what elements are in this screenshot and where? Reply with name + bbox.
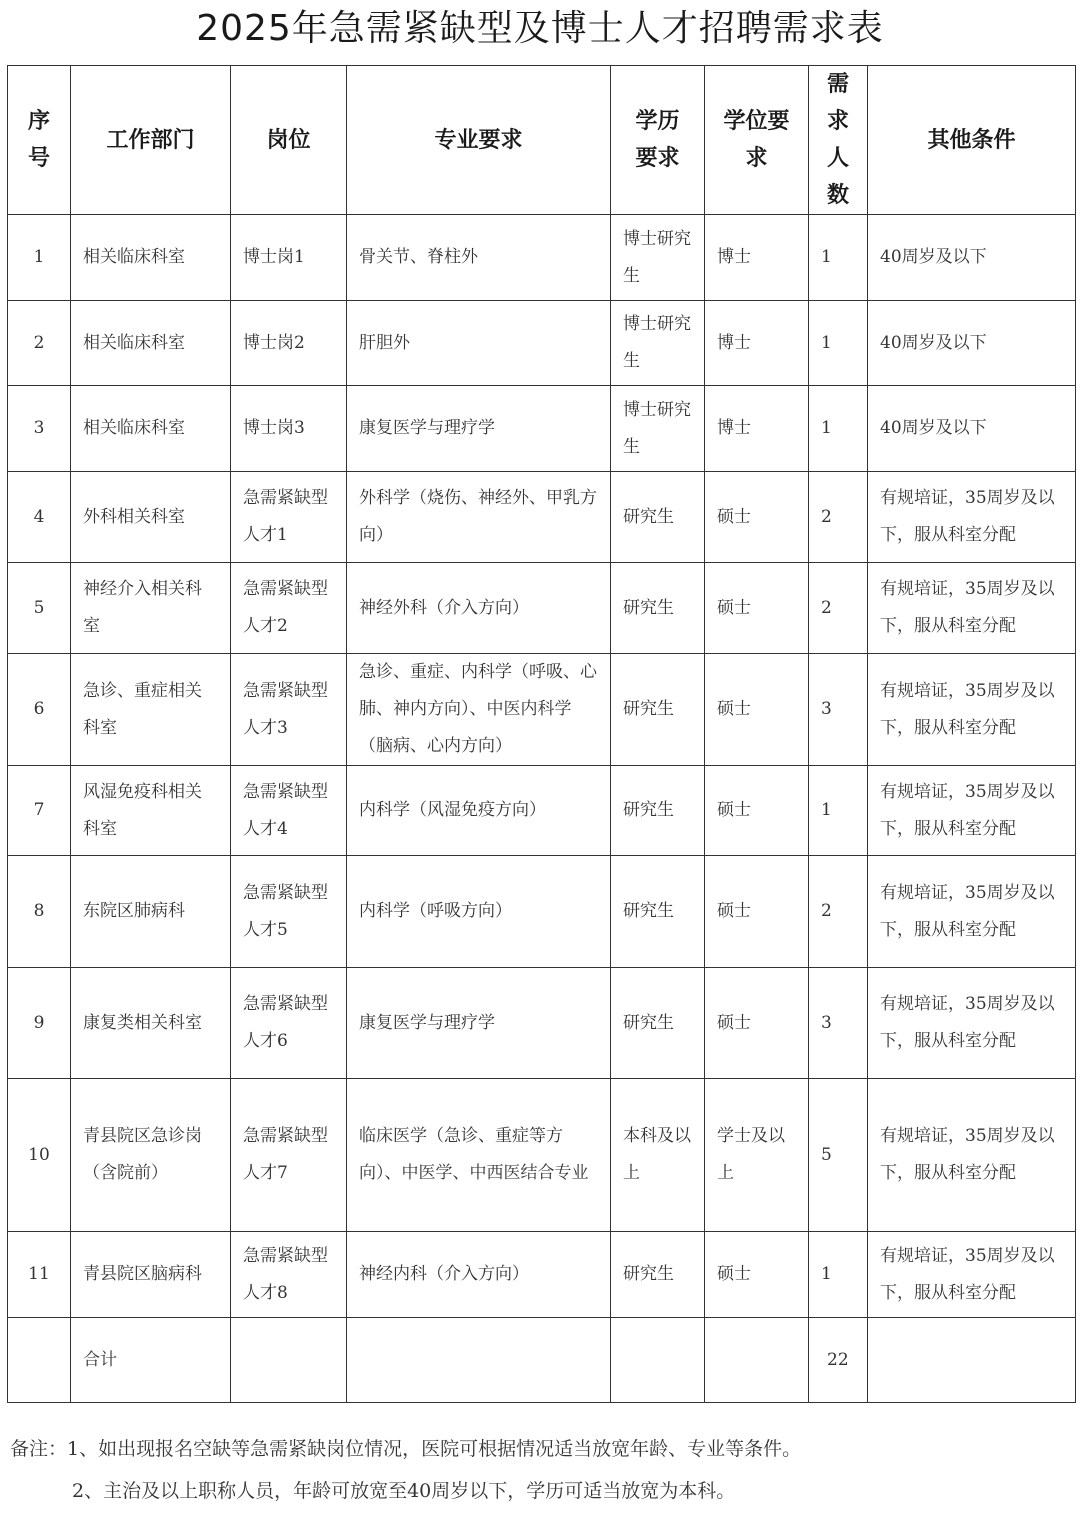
- cell-position: 博士岗1: [231, 215, 347, 301]
- table-row: [8, 856, 1076, 968]
- cell-seq: 1: [8, 215, 71, 301]
- cell-seq: 11: [8, 1232, 71, 1318]
- cell-count: 3: [809, 654, 868, 766]
- cell-degree: 硕士: [705, 856, 809, 968]
- cell-major: 神经内科（介入方向）: [347, 1232, 611, 1318]
- cell-empty: [231, 1318, 347, 1403]
- cell-department: 相关临床科室: [71, 215, 231, 301]
- table-row: [8, 968, 1076, 1079]
- table-row: [8, 301, 1076, 386]
- cell-other: 40周岁及以下: [868, 301, 1076, 386]
- cell-major: 神经外科（介入方向）: [347, 563, 611, 654]
- cell-empty: [611, 1318, 705, 1403]
- cell-position: 急需紧缺型人才8: [231, 1232, 347, 1318]
- cell-major: 肝胆外: [347, 301, 611, 386]
- cell-education: 本科及以上: [611, 1079, 705, 1232]
- cell-degree: 学士及以上: [705, 1079, 809, 1232]
- cell-position: 急需紧缺型人才3: [231, 654, 347, 766]
- cell-department: 相关临床科室: [71, 386, 231, 472]
- cell-degree: 硕士: [705, 968, 809, 1079]
- cell-department: 相关临床科室: [71, 301, 231, 386]
- cell-seq-empty: [8, 1318, 71, 1403]
- header-degree: 学位要求: [705, 66, 809, 215]
- header-major: 专业要求: [347, 66, 611, 215]
- cell-major: 内科学（风湿免疫方向）: [347, 766, 611, 856]
- cell-education: 研究生: [611, 472, 705, 563]
- cell-degree: 硕士: [705, 1232, 809, 1318]
- cell-degree: 博士: [705, 301, 809, 386]
- header-education: 学历要求: [611, 66, 705, 215]
- cell-other: 有规培证，35周岁及以下，服从科室分配: [868, 968, 1076, 1079]
- cell-count: 2: [809, 472, 868, 563]
- cell-department: 青县院区脑病科: [71, 1232, 231, 1318]
- cell-count: 1: [809, 215, 868, 301]
- cell-other: 有规培证，35周岁及以下，服从科室分配: [868, 563, 1076, 654]
- cell-department: 外科相关科室: [71, 472, 231, 563]
- cell-other: 有规培证，35周岁及以下，服从科室分配: [868, 856, 1076, 968]
- notes-section: [10, 1428, 1070, 1512]
- cell-department: 东院区肺病科: [71, 856, 231, 968]
- cell-position: 急需紧缺型人才7: [231, 1079, 347, 1232]
- cell-position: 博士岗3: [231, 386, 347, 472]
- cell-education: 研究生: [611, 766, 705, 856]
- cell-other: 有规培证，35周岁及以下，服从科室分配: [868, 654, 1076, 766]
- table-row: [8, 766, 1076, 856]
- page-title: 2025年急需紧缺型及博士人才招聘需求表: [196, 8, 884, 49]
- cell-empty: [705, 1318, 809, 1403]
- cell-seq: 10: [8, 1079, 71, 1232]
- cell-degree: 博士: [705, 215, 809, 301]
- cell-seq: 5: [8, 563, 71, 654]
- cell-degree: 硕士: [705, 563, 809, 654]
- cell-empty: [868, 1318, 1076, 1403]
- cell-count: 1: [809, 1232, 868, 1318]
- cell-education: 研究生: [611, 563, 705, 654]
- table-row: [8, 386, 1076, 472]
- cell-major: 内科学（呼吸方向）: [347, 856, 611, 968]
- table-row: [8, 563, 1076, 654]
- cell-major: 骨关节、脊柱外: [347, 215, 611, 301]
- cell-degree: 硕士: [705, 654, 809, 766]
- cell-degree: 硕士: [705, 472, 809, 563]
- cell-education: 研究生: [611, 968, 705, 1079]
- cell-position: 博士岗2: [231, 301, 347, 386]
- cell-education: 研究生: [611, 1232, 705, 1318]
- cell-position: 急需紧缺型人才5: [231, 856, 347, 968]
- table-row: [8, 472, 1076, 563]
- cell-other: 有规培证，35周岁及以下，服从科室分配: [868, 472, 1076, 563]
- header-department: 工作部门: [71, 66, 231, 215]
- cell-major: 外科学（烧伤、神经外、甲乳方向）: [347, 472, 611, 563]
- cell-other: 有规培证，35周岁及以下，服从科室分配: [868, 766, 1076, 856]
- header-count: 需求人数: [809, 66, 868, 215]
- cell-position: 急需紧缺型人才2: [231, 563, 347, 654]
- cell-seq: 7: [8, 766, 71, 856]
- cell-degree: 博士: [705, 386, 809, 472]
- cell-position: 急需紧缺型人才4: [231, 766, 347, 856]
- cell-education: 研究生: [611, 654, 705, 766]
- cell-department: 风湿免疫科相关科室: [71, 766, 231, 856]
- table-row: [8, 1079, 1076, 1232]
- cell-other: 有规培证，35周岁及以下，服从科室分配: [868, 1232, 1076, 1318]
- cell-seq: 8: [8, 856, 71, 968]
- cell-count: 1: [809, 766, 868, 856]
- cell-degree: 硕士: [705, 766, 809, 856]
- cell-department: 康复类相关科室: [71, 968, 231, 1079]
- cell-seq: 2: [8, 301, 71, 386]
- cell-education: 研究生: [611, 856, 705, 968]
- cell-seq: 9: [8, 968, 71, 1079]
- cell-seq: 6: [8, 654, 71, 766]
- cell-position: 急需紧缺型人才1: [231, 472, 347, 563]
- table-row: [8, 215, 1076, 301]
- cell-department: 神经介入相关科室: [71, 563, 231, 654]
- cell-department: 急诊、重症相关科室: [71, 654, 231, 766]
- cell-count: 2: [809, 856, 868, 968]
- cell-empty: [347, 1318, 611, 1403]
- cell-education: 博士研究生: [611, 301, 705, 386]
- cell-education: 博士研究生: [611, 215, 705, 301]
- total-count: 22: [809, 1318, 868, 1403]
- cell-major: 康复医学与理疗学: [347, 968, 611, 1079]
- header-row: [8, 66, 1076, 215]
- cell-major: 康复医学与理疗学: [347, 386, 611, 472]
- header-position: 岗位: [231, 66, 347, 215]
- note-line-1: 备注：1、如出现报名空缺等急需紧缺岗位情况，医院可根据情况适当放宽年龄、专业等条件。: [10, 1438, 802, 1460]
- cell-other: 40周岁及以下: [868, 215, 1076, 301]
- table-row: [8, 654, 1076, 766]
- cell-department: 青县院区急诊岗（含院前）: [71, 1079, 231, 1232]
- header-other: 其他条件: [868, 66, 1076, 215]
- cell-count: 2: [809, 563, 868, 654]
- table-row: [8, 1232, 1076, 1318]
- header-seq: 序号: [8, 66, 71, 215]
- cell-seq: 4: [8, 472, 71, 563]
- cell-major: 急诊、重症、内科学（呼吸、心肺、神内方向）、中医内科学（脑病、心内方向）: [347, 654, 611, 766]
- cell-count: 3: [809, 968, 868, 1079]
- total-row: [8, 1318, 1076, 1403]
- cell-seq: 3: [8, 386, 71, 472]
- recruitment-table: [7, 65, 1076, 1403]
- cell-major: 临床医学（急诊、重症等方向）、中医学、中西医结合专业: [347, 1079, 611, 1232]
- cell-count: 1: [809, 386, 868, 472]
- note-line-2: 2、主治及以上职称人员，年龄可放宽至40周岁以下，学历可适当放宽为本科。: [72, 1480, 736, 1502]
- cell-education: 博士研究生: [611, 386, 705, 472]
- cell-count: 1: [809, 301, 868, 386]
- total-label: 合计: [71, 1318, 231, 1403]
- cell-position: 急需紧缺型人才6: [231, 968, 347, 1079]
- cell-count: 5: [809, 1079, 868, 1232]
- cell-other: 40周岁及以下: [868, 386, 1076, 472]
- cell-other: 有规培证，35周岁及以下，服从科室分配: [868, 1079, 1076, 1232]
